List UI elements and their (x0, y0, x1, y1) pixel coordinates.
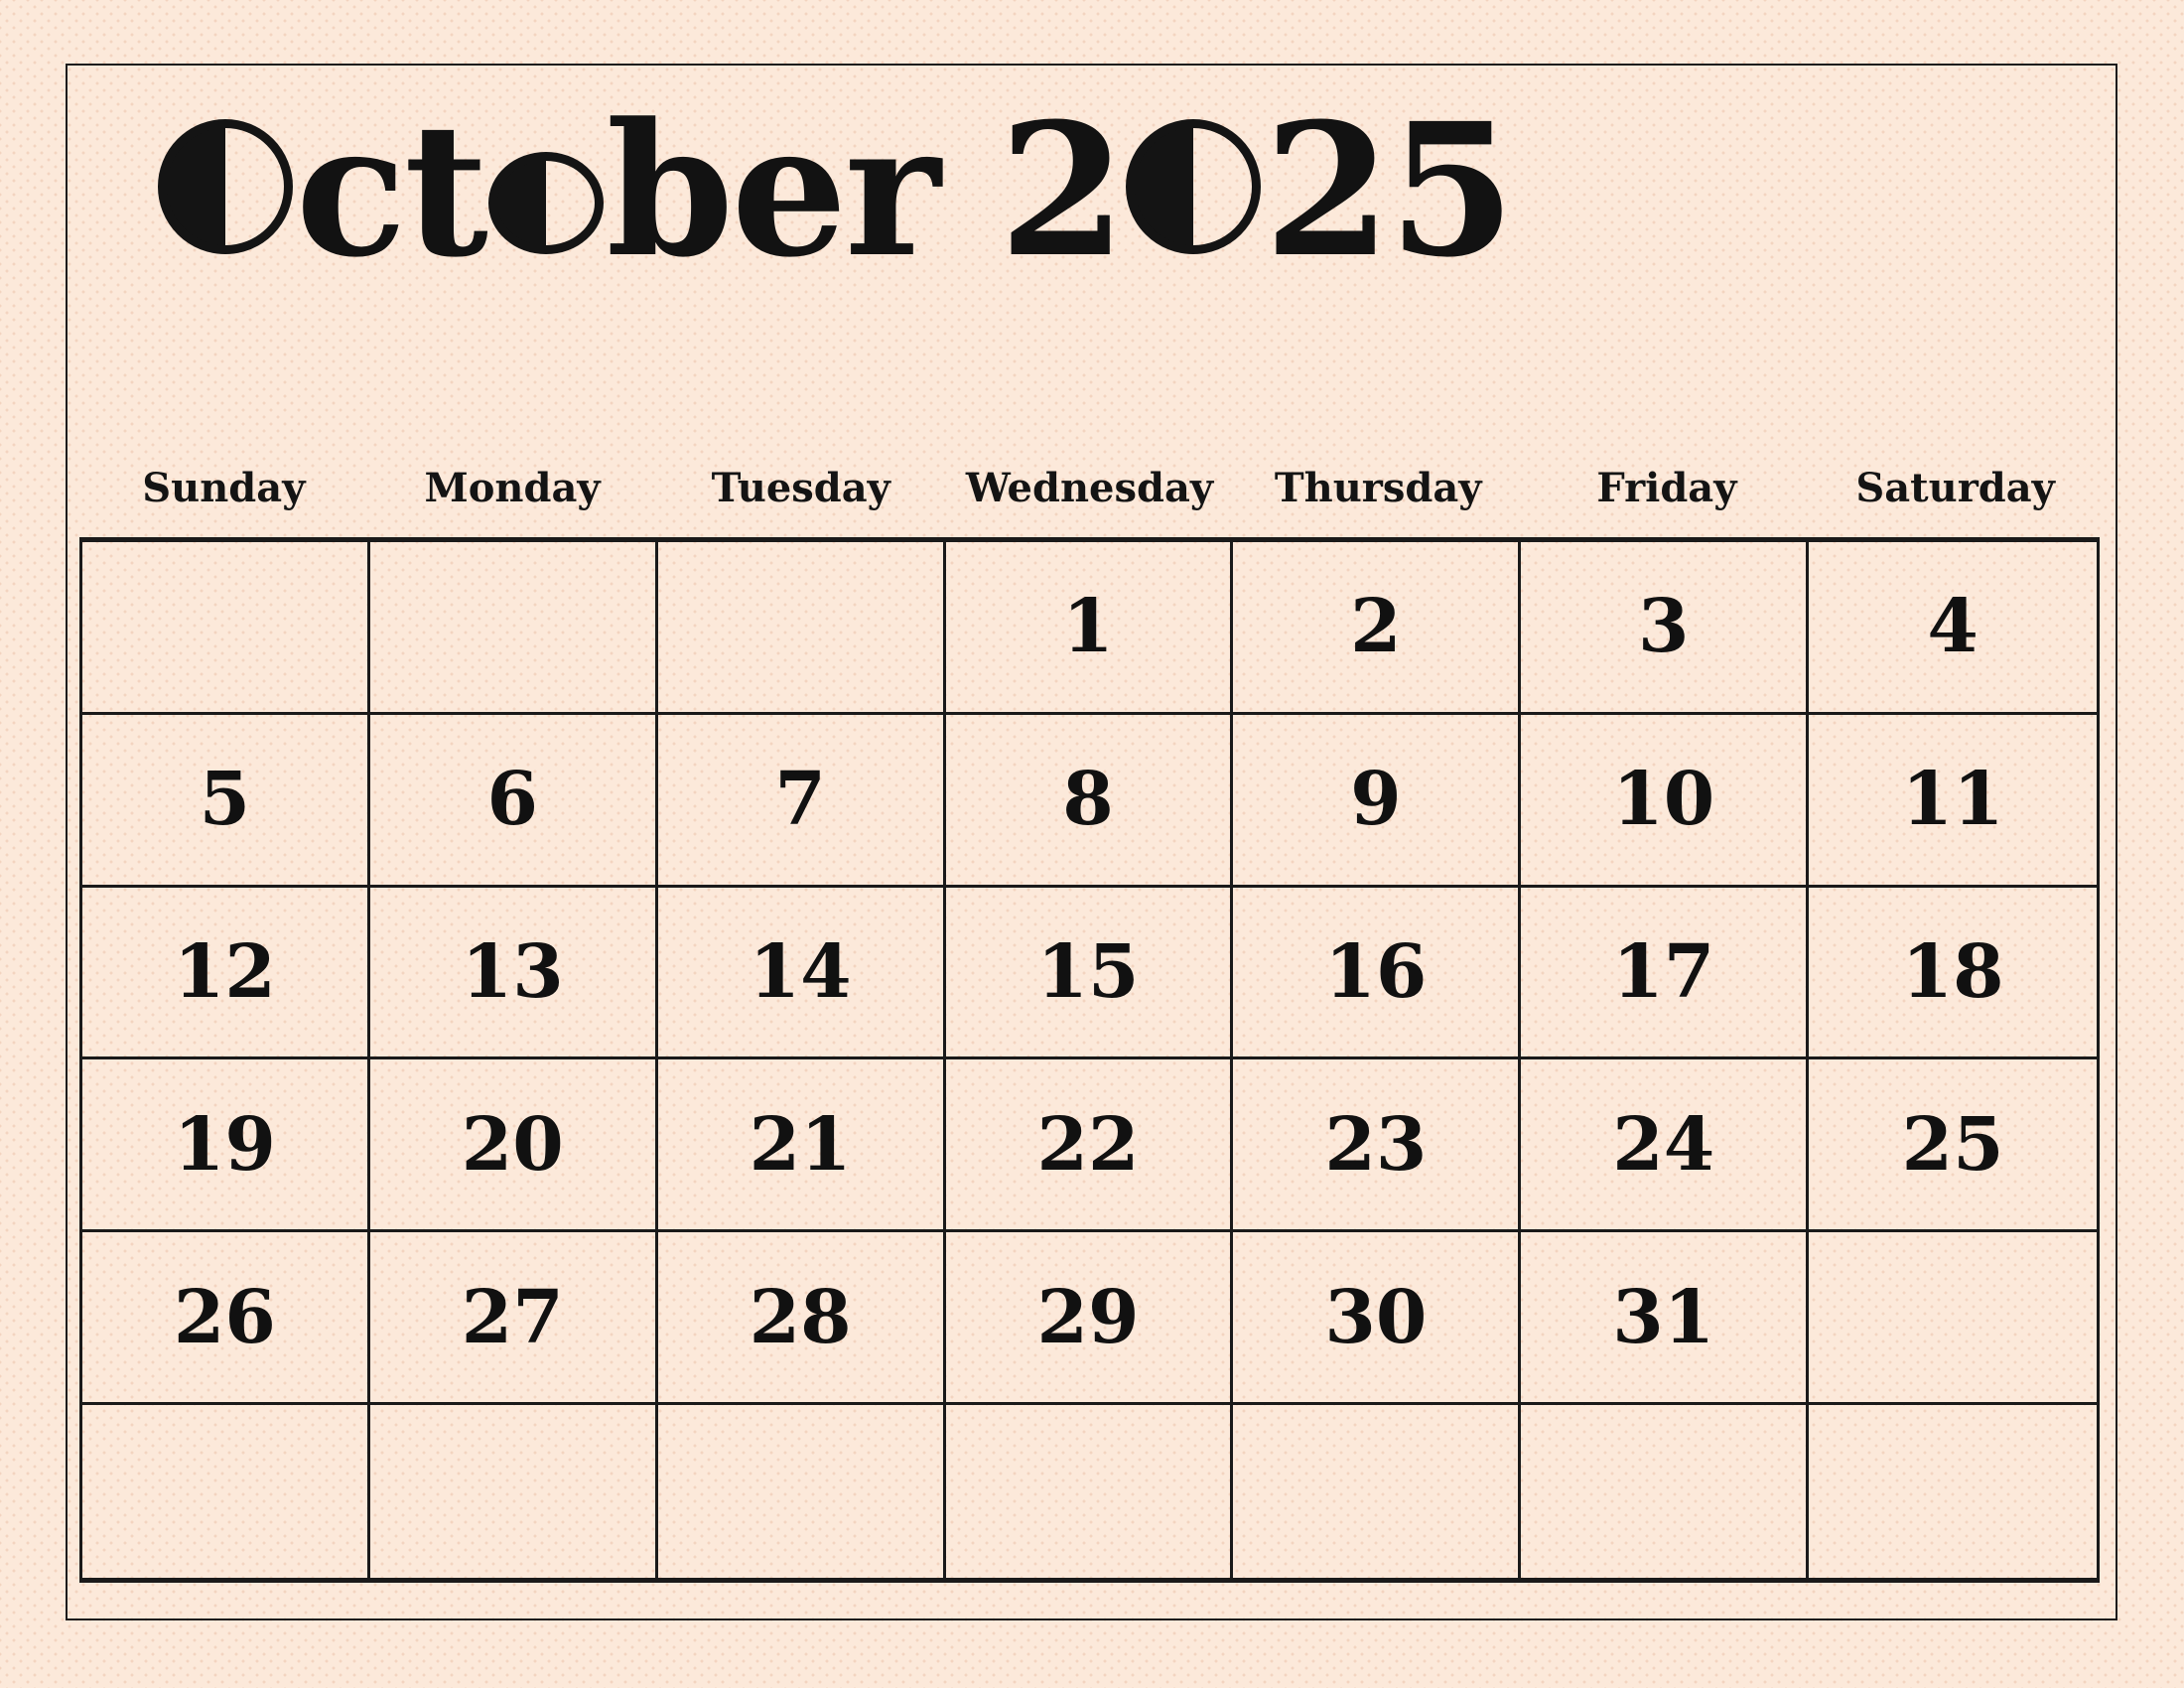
date-cell-15 (946, 888, 1234, 1060)
date-number: 18 (1901, 929, 2004, 1016)
date-number: 27 (461, 1274, 564, 1360)
date-cell-6 (370, 715, 658, 888)
date-number: 12 (173, 929, 276, 1016)
weekday-label-thursday: Thursday (1274, 465, 1482, 511)
empty-cell (82, 1405, 370, 1578)
empty-cell (946, 1405, 1234, 1578)
date-cell-10 (1521, 715, 1809, 888)
date-cell-12 (82, 888, 370, 1060)
date-cell-17 (1521, 888, 1809, 1060)
date-cell-9 (1233, 715, 1521, 888)
date-cell-19 (82, 1059, 370, 1232)
empty-cell (1233, 1405, 1521, 1578)
date-cell-25 (1809, 1059, 2097, 1232)
date-cell-11 (1809, 715, 2097, 888)
date-cell-14 (658, 888, 946, 1060)
date-number: 2 (1350, 584, 1402, 670)
date-cell-7 (658, 715, 946, 888)
date-number: 11 (1901, 757, 2004, 843)
date-number: 6 (486, 757, 539, 843)
date-number: 17 (1612, 929, 1715, 1016)
date-number: 9 (1350, 757, 1402, 843)
halfmoon-glyph (488, 152, 604, 254)
weekday-label-friday: Friday (1596, 465, 1737, 511)
empty-cell (1809, 1232, 2097, 1405)
date-cell-4 (1809, 542, 2097, 715)
date-cell-30 (1233, 1232, 1521, 1405)
date-cell-20 (370, 1059, 658, 1232)
date-number: 30 (1324, 1274, 1428, 1360)
date-number: 26 (173, 1274, 276, 1360)
date-number: 25 (1901, 1101, 2004, 1188)
date-number: 21 (749, 1101, 852, 1188)
date-cell-23 (1233, 1059, 1521, 1232)
date-cell-18 (1809, 888, 2097, 1060)
date-number: 28 (749, 1274, 852, 1360)
date-cell-1 (946, 542, 1234, 715)
date-number: 3 (1637, 584, 1690, 670)
empty-cell (658, 542, 946, 715)
calendar (79, 439, 2100, 1583)
date-number: 22 (1036, 1101, 1140, 1188)
date-cell-27 (370, 1232, 658, 1405)
weekday-label-tuesday: Tuesday (711, 465, 890, 511)
date-number: 19 (173, 1101, 276, 1188)
date-cell-26 (82, 1232, 370, 1405)
date-cell-8 (946, 715, 1234, 888)
empty-cell (1809, 1405, 2097, 1578)
date-cell-13 (370, 888, 658, 1060)
date-number: 23 (1324, 1101, 1428, 1188)
weekday-label-saturday: Saturday (1855, 465, 2055, 511)
date-number: 14 (749, 929, 852, 1016)
halfmoon-glyph (1126, 119, 1261, 254)
date-number: 29 (1036, 1274, 1140, 1360)
weekday-label-sunday: Sunday (142, 465, 306, 511)
weekday-header-row (79, 439, 2100, 537)
date-number: 16 (1324, 929, 1428, 1016)
date-cell-31 (1521, 1232, 1809, 1405)
date-number: 4 (1927, 584, 1979, 670)
date-cell-2 (1233, 542, 1521, 715)
date-number: 20 (461, 1101, 564, 1188)
date-number: 15 (1036, 929, 1140, 1016)
date-number: 10 (1612, 757, 1715, 843)
date-cell-28 (658, 1232, 946, 1405)
halfmoon-glyph (158, 119, 293, 254)
date-number: 13 (461, 929, 564, 1016)
date-number: 1 (1062, 584, 1114, 670)
date-cell-21 (658, 1059, 946, 1232)
empty-cell (1521, 1405, 1809, 1578)
empty-cell (370, 542, 658, 715)
date-number: 5 (199, 757, 251, 843)
empty-cell (370, 1405, 658, 1578)
date-number: 24 (1612, 1101, 1715, 1188)
date-cell-29 (946, 1232, 1234, 1405)
weekday-label-wednesday: Wednesday (965, 465, 1214, 511)
date-cell-5 (82, 715, 370, 888)
date-number: 31 (1612, 1274, 1715, 1360)
calendar-grid (79, 537, 2100, 1583)
empty-cell (658, 1405, 946, 1578)
date-number: 7 (774, 757, 826, 843)
empty-cell (82, 542, 370, 715)
weekday-label-monday: Monday (424, 465, 601, 511)
page-frame (66, 64, 2117, 1620)
page-title: ct ber 2 25 (155, 99, 1513, 282)
date-cell-16 (1233, 888, 1521, 1060)
date-cell-24 (1521, 1059, 1809, 1232)
date-cell-22 (946, 1059, 1234, 1232)
date-number: 8 (1062, 757, 1114, 843)
date-cell-3 (1521, 542, 1809, 715)
